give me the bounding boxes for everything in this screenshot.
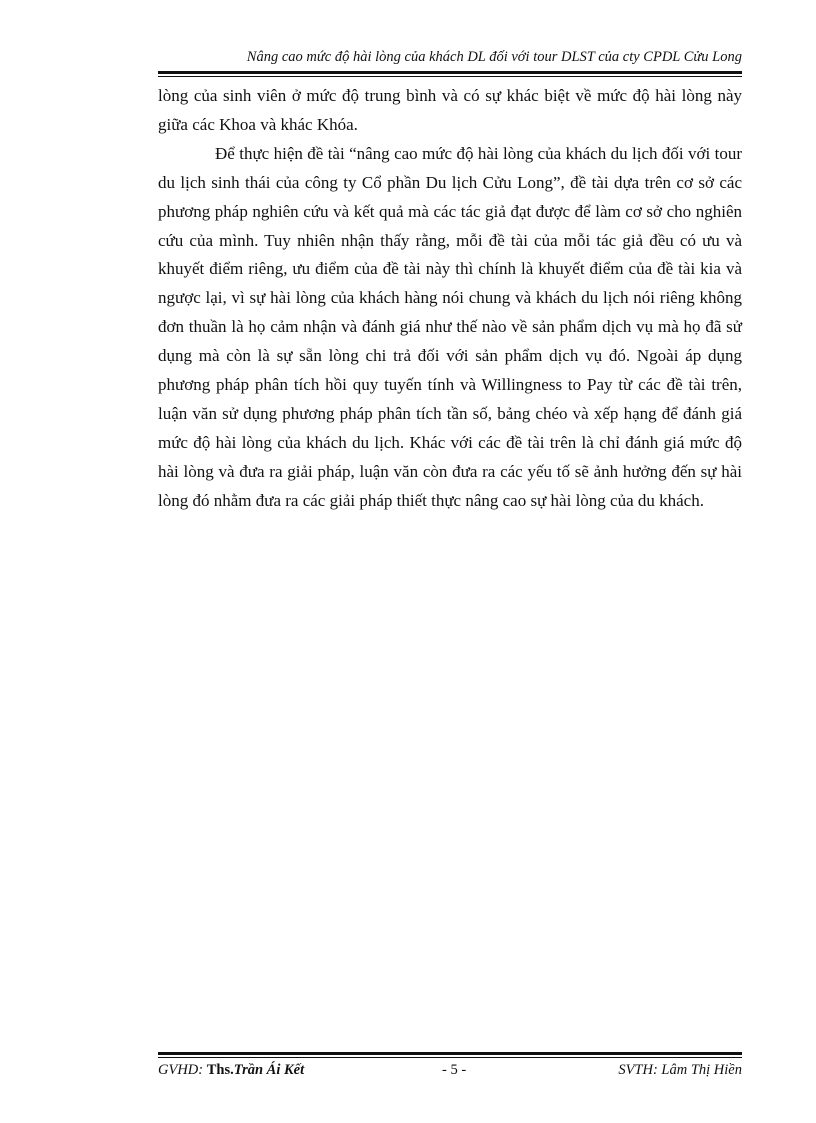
footer-rule-thick	[158, 1052, 742, 1055]
paragraph-main: Để thực hiện đề tài “nâng cao mức độ hài lòng của khách du lịch đối với tour du lịch sinh thái của công ty Cổ phần Du lịch Cửu Long”, đề tài dựa trên cơ sở các phương pháp nghiên cứu và kết quả mà các tác giả đạt được để làm cơ sở cho nghiên cứu của mình. Tuy nhiên nhận thấy rằng, mỗi đề tài của mỗi tác giả đều có ưu và khuyết điểm riêng, ưu điểm của đề tài này thì chính là khuyết điểm của đề tài kia và ngược lại, vì sự hài lòng của khách hàng nói chung và khách du lịch nói riêng không đơn thuần là họ cảm nhận và đánh giá như thế nào về sản phẩm dịch vụ mà họ đã sử dụng mà còn là sự sẵn lòng chi trả đối với sản phẩm dịch vụ đó. Ngoài áp dụng phương pháp phân tích hồi quy tuyến tính và Willingness to Pay từ các đề tài trên, luận văn sử dụng phương pháp phân tích tần số, bảng chéo và xếp hạng để đánh giá mức độ hài lòng của khách du lịch. Khác với các đề tài trên là chỉ đánh giá mức độ hài lòng và đưa ra giải pháp, luận văn còn đưa ra các yếu tố sẽ ảnh hưởng đến sự hài lòng đó nhằm đưa ra các giải pháp thiết thực nâng cao sự hài lòng của du khách.	[158, 143, 742, 510]
header-rule-thick	[158, 71, 742, 74]
page-header	[158, 48, 742, 77]
footer-advisor	[158, 1062, 304, 1079]
page-footer	[158, 1052, 742, 1082]
advisor-label: GVHD:	[158, 1062, 207, 1078]
footer-row	[158, 1062, 742, 1082]
header-rule-thin	[158, 76, 742, 77]
footer-student: SVTH: Lâm Thị Hiền	[618, 1062, 742, 1078]
footer-rule-thin	[158, 1057, 742, 1058]
paragraph-continuation: lòng của sinh viên ở mức độ trung bình và có sự khác biệt về mức độ hài lòng này giữa các Khoa và khác Khóa.	[158, 86, 742, 134]
page-number: - 5 -	[442, 1062, 467, 1078]
advisor-title: Ths.	[206, 1062, 234, 1078]
advisor-name: Trần Ái Kết	[233, 1062, 305, 1078]
body-content	[158, 82, 742, 516]
header-title: Nâng cao mức độ hài lòng của khách DL đối với tour DLST của cty CPDL Cửu Long	[246, 49, 742, 65]
